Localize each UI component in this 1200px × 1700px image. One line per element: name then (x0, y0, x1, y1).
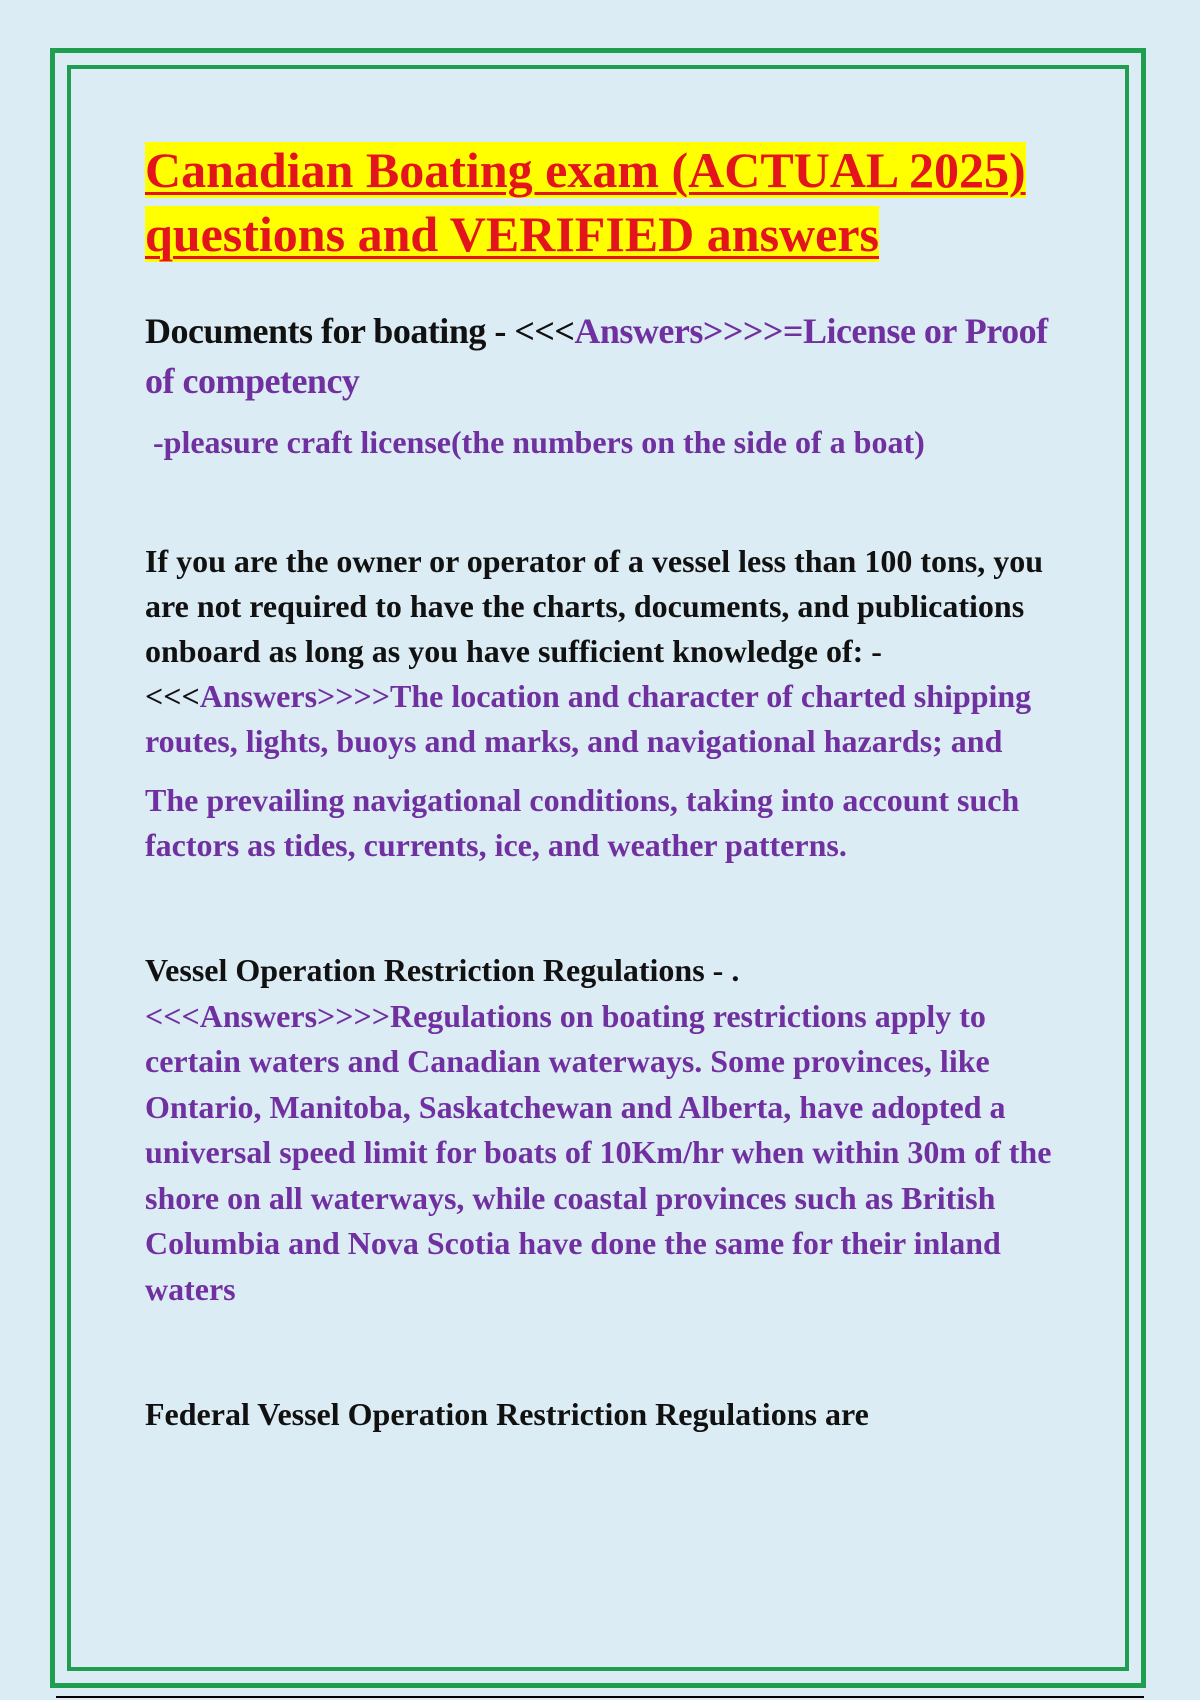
answer-text: Answers>>>>The location and character of charted shipping routes, lights, buoys and marks, and navigational hazards; and (145, 678, 1032, 759)
qa-item-1 (145, 306, 1065, 406)
bottom-rule (56, 1696, 1144, 1698)
answer-text: <<<Answers>>>>Regulations on boating restrictions apply to certain waters and Canadian waterways. Some provinces, like Ontario, Manitoba, Saskatchewan and Alberta, have adopted a universal speed limit for boats of 10Km/hr when within 30m of the shore on all waterways, while coastal provinces such as British Columbia and Nova Scotia have done the same for their inland waters (145, 997, 1052, 1307)
answer-marker: <<< (145, 678, 200, 714)
qa-item-2 (145, 539, 1065, 764)
answer-marker: . (731, 952, 740, 988)
question-text: If you are the owner or operator of a vessel less than 100 tons, you are not required to have the charts, documents, and publications onboard as long as you have sufficient knowledge of: - (145, 543, 1044, 669)
answer-extra-1: -pleasure craft license(the numbers on the side of a boat) (153, 424, 925, 460)
document-title (145, 138, 1065, 266)
answer-text: Answers>>>>=License or Proof of competency (145, 311, 1048, 401)
qa-item-4 (145, 1392, 1065, 1437)
answer-extra-2: The prevailing navigational conditions, taking into account such factors as tides, currents, ice, and weather patterns. (145, 782, 1020, 863)
answer-marker: <<< (514, 311, 575, 351)
question-text: Federal Vessel Operation Restriction Regulations are (145, 1396, 869, 1432)
qa-item-3 (145, 948, 1065, 1312)
document-title-text: Canadian Boating exam (ACTUAL 2025) questions and VERIFIED answers (145, 142, 1026, 262)
question-text: Vessel Operation Restriction Regulations - (145, 952, 732, 988)
document-body (145, 138, 1065, 1437)
question-text: Documents for boating - (145, 311, 515, 351)
